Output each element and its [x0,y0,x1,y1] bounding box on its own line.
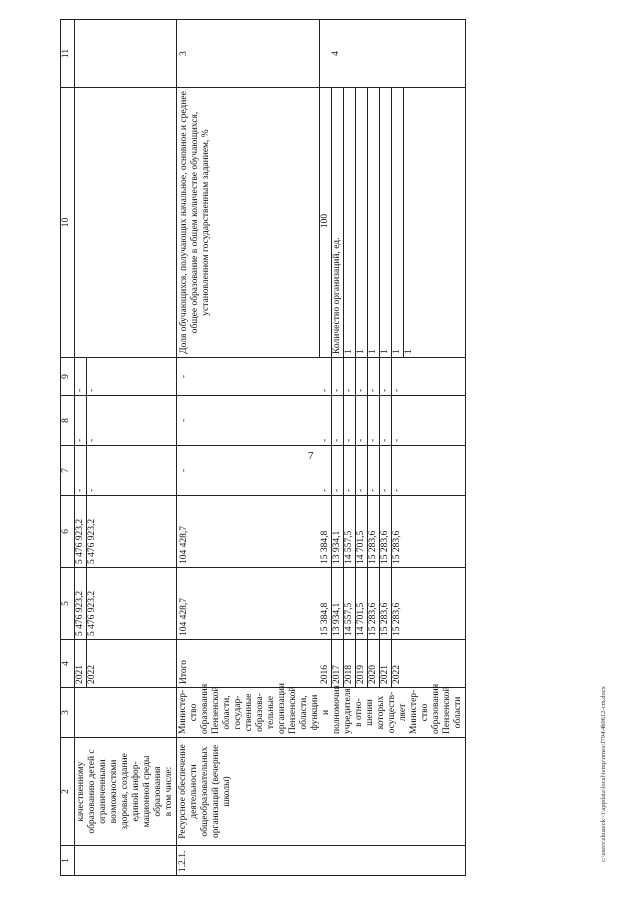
header-cell: 7 [61,446,75,496]
value-cell: - [392,438,402,442]
total-v9: - [179,374,189,379]
cell-executor: Министер-ство образования Пензенской области, государ-ственные образова-тельные организации Пензенской области, функции и полномочия учредителя в отно-шении которых осуществ-ляет Министер-ство образования Пензенской области [177,688,466,738]
value-cell: - [380,358,392,395]
value-cell: - [332,358,344,395]
cell-v7 [177,446,466,496]
indicator-share-value: 100 [320,88,332,357]
cell-prev-name [75,738,177,846]
header-cell: 3 [61,688,75,738]
cell-years [75,640,177,688]
year-cell: 2020 [368,640,380,687]
year-cell: 2018 [344,640,356,687]
value-cell: 15 384,8 [320,496,332,567]
value-cell: 13 934,1 [332,496,344,567]
prev-name-text: качественному образованию детей с ограниченными возможностями здоровья, создание единой инфор-мационной среды образования [76,749,163,834]
col11-blank [320,20,331,87]
total-v7: - [179,468,189,473]
value-cell: - [344,446,356,495]
footer-file-path: c:\users\zhuzeck~1\appdata\local\temp\nmes\f794\4b0612-cm.docx [600,686,607,862]
value-cell: - [368,446,380,495]
value-cell: - [392,388,402,392]
value-cell: - [332,446,344,495]
value-cell: - [380,396,392,445]
header-cell: 6 [61,496,75,568]
year-cell: 2019 [356,640,368,687]
value-cell: - [356,396,368,445]
cell-v6 [177,496,466,568]
value-cell: - [320,358,332,395]
value-cell: - [332,396,344,445]
value-cell: - [320,446,332,495]
value-cell: 15 283,6 [392,530,402,564]
year-cell: 2021 [380,640,392,687]
value-cell: 14 557,5 [344,496,356,567]
value-cell: 15 283,6 [368,568,380,639]
value-cell: 14 701,5 [356,496,368,567]
header-cell: 10 [61,88,75,358]
indicator-count-value: 1 [392,88,404,357]
year-cell: 2022 [392,665,402,684]
cell-v5 [177,568,466,640]
value-cell: 15 283,6 [368,496,380,567]
value-cell: - [75,446,87,495]
table-row-prev [75,20,177,876]
value-cell: 15 283,6 [380,496,392,567]
year-cell: 2016 [320,640,332,687]
year-cell: 2017 [332,640,344,687]
value-cell: - [380,446,392,495]
cell-col11 [75,20,177,88]
program-table [60,19,466,876]
indicator-count-value: 1 [404,349,414,354]
value-cell: - [368,396,380,445]
total-v5: 104 428,7 [179,598,189,636]
header-cell: 2 [61,738,75,846]
cell-num: 1.2.1. [177,846,466,876]
cell-name: Ресурсное обеспечение деятельности общеобразовательных организаций (вечерние школы) [177,738,466,846]
value-cell: 5 476 923,2 [87,590,97,636]
total-v8: - [179,418,189,423]
total-label: Итого [179,659,189,684]
indicator-share-text: Доля обучающихся, получающих начальное, основное и среднее общее образование в общем количестве обучающихся, установленном государственным заданием, % [179,91,211,354]
table-row-1-2-1 [177,20,466,876]
year-cell: 2022 [87,665,97,684]
cell-v8 [75,396,177,446]
value-cell: - [75,358,87,395]
value-cell: 5 476 923,2 [87,518,97,564]
value-cell: - [356,358,368,395]
value-cell: - [392,488,402,492]
value-cell: - [87,438,97,442]
indicator-count-value: 1 [368,88,380,357]
indicator-count-label: Количество организаций, ед. [332,88,344,357]
header-cell: 9 [61,358,75,396]
cell-indicator [75,88,177,358]
cell-num [75,846,177,876]
col11-value-3: 3 [177,20,320,87]
cell-v8 [177,396,466,446]
value-cell: 5 476 923,2 [75,568,87,639]
cell-v9 [75,358,177,396]
value-cell: 13 934,1 [332,568,344,639]
cell-v6 [75,496,177,568]
cell-v5 [75,568,177,640]
value-cell: 15 384,8 [320,568,332,639]
in-that-number: в том числе: [164,766,174,817]
value-cell: - [320,396,332,445]
header-cell: 4 [61,640,75,688]
col11-value-4: 4 [331,51,341,56]
indicator-count-value: 1 [344,88,356,357]
value-cell: - [75,396,87,445]
header-cell: 8 [61,396,75,446]
value-cell: 14 701,5 [356,568,368,639]
value-cell: 5 476 923,2 [75,496,87,567]
header-cell: 11 [61,20,75,88]
header-row [61,20,75,876]
cell-executor [75,688,177,738]
value-cell: - [87,488,97,492]
indicator-share [177,88,320,357]
page-number: 7 [308,450,314,462]
indicator-count-value: 1 [380,88,392,357]
value-cell: - [344,358,356,395]
value-cell: 15 283,6 [380,568,392,639]
year-cell: 2021 [75,640,87,687]
value-cell: - [87,388,97,392]
cell-v7 [75,446,177,496]
header-cell: 5 [61,568,75,640]
value-cell: - [368,358,380,395]
value-cell: - [344,396,356,445]
indicator-count-value: 1 [356,88,368,357]
rotated-table-container [60,20,600,876]
value-cell: 14 557,5 [344,568,356,639]
header-cell: 1 [61,846,75,876]
cell-v9 [177,358,466,396]
value-cell: - [356,446,368,495]
value-cell: 15 283,6 [392,602,402,636]
cell-years [177,640,466,688]
cell-col11 [177,20,466,88]
cell-indicators [177,88,466,358]
total-v6: 104 428,7 [179,526,189,564]
